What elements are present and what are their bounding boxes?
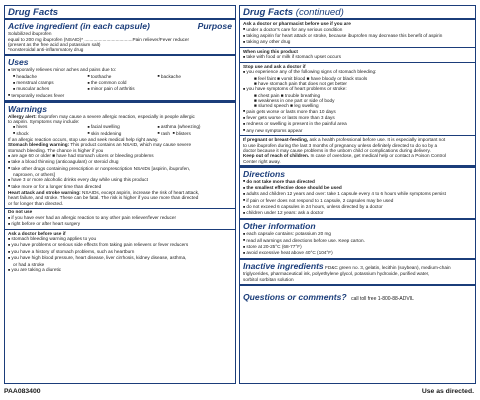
allergy-text: to aspirin. Symptoms may include: <box>8 119 80 124</box>
list-item: ■ minor pain of arthritis <box>87 86 157 92</box>
pregnancy-section <box>240 136 475 164</box>
list-item: ■ have stomach pain that does not get better <box>254 80 347 86</box>
list-item: naproxen, or others] <box>13 172 55 178</box>
list-item: ■ feel faint ■ vomit blood ■ have bloody or black stools <box>254 75 368 81</box>
uses-heading: Uses <box>8 57 29 68</box>
list-item: ■ avoid excessive heat above 40°C (104°F) <box>243 250 472 256</box>
heart-text: NSAIDs, except aspirin, increase the risk of heart attack, <box>82 190 200 196</box>
other-info-section <box>240 220 475 256</box>
list-item: ■ take other drugs containing prescription or nonprescription NSAIDs [aspirin, ibuprofen, <box>8 166 232 172</box>
list-item: ■ take more or for a longer time than directed <box>8 184 232 190</box>
list-item: ■ do not exceed 6 capsules in 24 hours, unless directed by a doctor <box>243 204 472 210</box>
questions-heading: Questions or comments? <box>243 291 347 302</box>
inactive-text: sorbitol sorbitan solution <box>243 276 294 282</box>
list-item: ■ redness or swelling is present in the painful area <box>243 121 472 127</box>
warnings-section <box>5 103 235 207</box>
list-item: ■ any new symptoms appear <box>243 128 472 134</box>
list-item: ■ taking any other drug <box>243 39 472 45</box>
ask-doctor-heading: Ask a doctor before use if <box>8 230 66 236</box>
heart-text: heart failure, and stroke. These can be fatal. The risk is higher if you use more than directed <box>8 195 199 201</box>
list-item: ■ backache <box>158 74 232 80</box>
when-using-heading: When using this product <box>243 48 298 54</box>
list-item: ■ you have high blood pressure, heart disease, liver cirrhosis, kidney disease, asthma, <box>8 255 232 261</box>
list-item: ■ stomach bleeding warning applies to you <box>8 236 232 242</box>
list-item <box>158 86 232 92</box>
allergy-label: Allergy alert: <box>8 113 37 119</box>
list-item: ■ take with food or milk if stomach upset occurs <box>243 54 472 60</box>
other-info-heading: Other information <box>243 221 316 232</box>
list-item: ■ facial swelling <box>87 124 157 130</box>
list-item: ■ fever gets worse or lasts more than 3 days <box>243 115 472 121</box>
heart-text: or for longer than directed. <box>8 200 63 206</box>
keep-out-label: Keep out of reach of children. <box>243 153 310 159</box>
list-item: ■ are age 60 or older ■ have had stomach ulcers or bleeding problems <box>8 153 232 159</box>
ask-doctor-list <box>8 236 232 273</box>
panel-title: Drug Facts (continued) <box>243 7 344 18</box>
inactive-section <box>240 260 475 282</box>
heart-label: Heart attack and stroke warning: <box>8 190 81 196</box>
list-item: or had a stroke <box>13 261 45 267</box>
panel-title: Drug Facts <box>8 7 59 18</box>
product-code: PAA083400 <box>4 388 41 395</box>
inactive-text: triglycerides, pharmaceutical ink, polyethylene glycol, potassium hydroxide, purified water, <box>243 271 430 277</box>
list-item: ■ under a doctor's care for any serious condition <box>243 27 472 33</box>
stomach-text: This product contains an NSAID, which may cause severe <box>70 142 192 148</box>
do-not-use-heading: Do not use <box>8 209 33 215</box>
list-item: ■ hives <box>13 124 87 130</box>
list-item: ■ chest pain ■ trouble breathing <box>254 92 321 98</box>
list-item: ■ skin reddening <box>87 131 157 137</box>
pregnancy-text: doctor because it may cause problems in the unborn child or complications during delivery. <box>243 147 431 153</box>
directions-list <box>243 179 472 217</box>
list-item: ■ you have a history of stomach problems, such as heartburn <box>8 249 232 255</box>
do-not-use-list <box>8 215 232 228</box>
list-item: ■ the smallest effective dose should be used <box>243 185 472 191</box>
list-item: ■ adults and children 12 years and over: take 1 capsule every 4 to 6 hours while symptoms persist <box>243 191 472 197</box>
active-line: (present as the free acid and potassium salt) <box>8 41 101 47</box>
pregnancy-text: to use ibuprofen during the last 3 months of pregnancy unless definitely directed to do so by a <box>243 142 438 148</box>
list-item: ■ menstrual cramps <box>13 80 87 86</box>
list-item: ■ store at 20-25°C (68-77°F) <box>243 244 472 250</box>
active-line: *nonsteroidal anti-inflammatory drug <box>8 47 84 53</box>
directions-section <box>240 168 475 217</box>
list-item: ■ if pain or fever does not respond to 1 capsule, 2 capsules may be used <box>243 198 472 204</box>
list-item: ■ right before or after heart surgery <box>8 221 232 227</box>
list-item: ■ shock <box>13 131 87 137</box>
allergy-text: Ibuprofen may cause a severe allergic reaction, especially in people allergic <box>37 113 195 119</box>
inactive-text: FD&C green no. 3, gelatin, lecithin (soybean), medium-chain <box>325 265 451 271</box>
warnings-heading: Warnings <box>8 103 47 114</box>
list-item: ■ slurred speech ■ leg swelling <box>254 103 319 109</box>
list-item: ■ rash ■ blisters <box>158 131 232 137</box>
list-item: ■ pain gets worse or lasts more than 10 days <box>243 109 472 115</box>
list-item: ■ toothache <box>87 74 157 80</box>
ask-doctor-section <box>5 230 235 273</box>
list-item: ■ asthma (wheezing) <box>158 124 232 130</box>
allergy-after: If an allergic reaction occurs, stop use and seek medical help right away. <box>8 137 159 143</box>
active-ingredient-heading: Active ingredient (in each capsule) <box>8 21 150 32</box>
keep-out-text: Center right away. <box>243 158 281 164</box>
usage-note: Use as directed. <box>421 388 474 395</box>
pregnancy-text: ask a health professional before use. It is especially important not <box>309 137 446 143</box>
list-item: ■ take a blood thinning (anticoagulant) or steroid drug <box>8 159 232 165</box>
other-info-list <box>243 231 472 256</box>
active-line: Solubilized ibuprofen <box>8 31 52 37</box>
uses-intro: ■ temporarily relieves minor aches and pains due to: <box>8 67 232 73</box>
stomach-list <box>8 153 232 190</box>
keep-out-text: In case of overdose, get medical help or contact a Poison Control <box>310 153 446 159</box>
stomach-label: Stomach bleeding warning: <box>8 142 70 148</box>
drug-facts-panel-left <box>4 5 236 384</box>
list-item: ■ weakness in one part or side of body <box>254 97 335 103</box>
allergy-grid <box>8 124 232 137</box>
questions-phone: call toll free 1-800-88-ADVIL <box>351 295 414 302</box>
stomach-text: stomach bleeding. The chance is higher if you <box>8 147 104 153</box>
ask-pharmacist-section <box>240 20 475 45</box>
stop-use-section <box>240 63 475 134</box>
stop-use-heading: Stop use and ask a doctor if <box>243 63 306 69</box>
purpose-heading: Purpose <box>197 21 232 32</box>
when-using-section <box>240 48 475 61</box>
list-item: ■ if you have ever had an allergic reaction to any other pain reliever/fever reducer <box>8 215 232 221</box>
list-item: ■ headache <box>13 74 87 80</box>
list-item: ■ read all warnings and directions before use. Keep carton. <box>243 238 472 244</box>
active-line: equal to 200 mg ibuprofen (NSAID)* .....................................Pain reliever/Fever reducer <box>8 36 190 42</box>
panel-title-sub: (continued) <box>295 7 344 18</box>
list-item: ■ each capsule contains: potassium 20 mg <box>243 231 472 237</box>
list-item: ■ you have problems or serious side effects from taking pain relievers or fever reducers <box>8 242 232 248</box>
list-item: ■ muscular aches <box>13 86 87 92</box>
ask-pharmacist-heading: Ask a doctor or pharmacist before use if you are <box>243 21 351 27</box>
list-item: ■ have 3 or more alcoholic drinks every day while using this product <box>8 177 232 183</box>
inactive-heading: Inactive ingredients <box>243 261 324 272</box>
list-item: ■ do not take more than directed <box>243 179 472 185</box>
list-item: ■ you have symptoms of heart problems or stroke: <box>243 86 472 92</box>
stop-use-list <box>243 69 472 134</box>
active-ingredient-section <box>5 20 235 52</box>
uses-last: ■ temporarily reduces fever <box>8 93 232 99</box>
ask-pharmacist-list <box>243 27 472 46</box>
list-item: ■ you experience any of the following signs of stomach bleeding: <box>243 69 472 75</box>
list-item: ■ children under 12 years: ask a doctor <box>243 210 472 216</box>
drug-facts-panel-right <box>239 5 476 384</box>
list-item: ■ taking aspirin for heart attack or stroke, because ibuprofen may decrease this benefit of aspirin <box>243 33 472 39</box>
list-item: ■ the common cold <box>87 80 157 86</box>
directions-heading: Directions <box>243 168 286 179</box>
do-not-use-section <box>5 208 235 227</box>
list-item: ■ you are taking a diuretic <box>8 267 232 273</box>
uses-section <box>5 56 235 99</box>
pregnancy-label: If pregnant or breast-feeding, <box>243 137 309 143</box>
questions-section <box>240 286 475 305</box>
uses-grid <box>8 74 232 93</box>
